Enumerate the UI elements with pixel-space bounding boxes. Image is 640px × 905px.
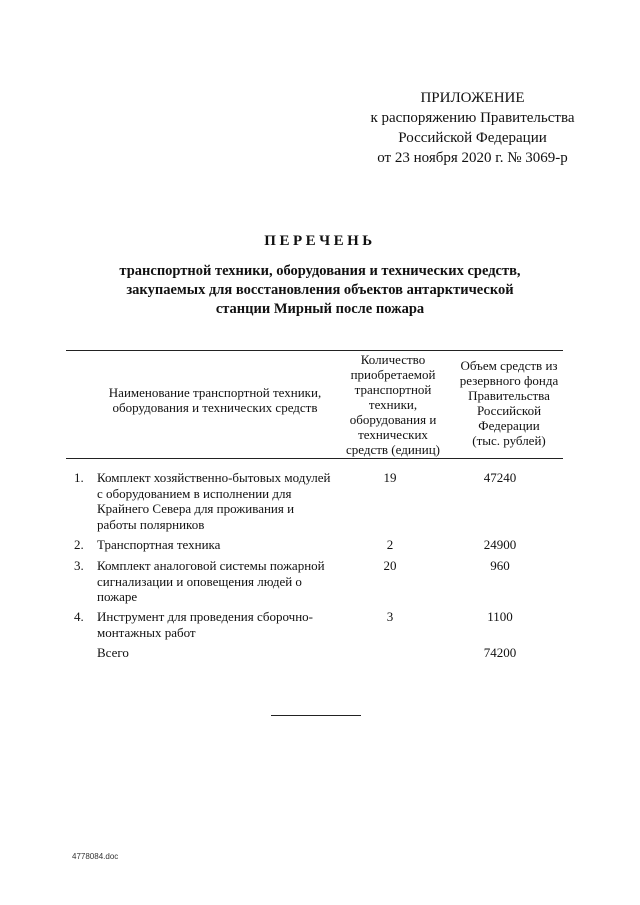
appendix-block xyxy=(320,88,625,168)
appendix-date-number: от 23 ноября 2020 г. № 3069-р xyxy=(377,150,568,166)
row-volume: 1100 xyxy=(487,609,513,624)
row-quantity: 3 xyxy=(386,609,394,624)
row-number: 4. xyxy=(74,609,84,624)
row-quantity: 20 xyxy=(383,558,397,573)
header-volume: Объем средств из резервного фонда Правительства Российской Федерации (тыс. рублей) xyxy=(459,358,559,448)
closing-rule xyxy=(271,715,361,716)
row-number: 2. xyxy=(74,537,84,552)
row-name: Комплект хозяйственно-бытовых модулей с оборудованием в исполнении для Крайнего Севера для проживания и работы полярников xyxy=(97,470,331,532)
subtitle-line: станции Мирный после пожара xyxy=(215,301,425,317)
total-volume: 74200 xyxy=(483,645,517,660)
header-quantity: Количество приобретаемой транспортной техники, оборудования и технических средств (единиц) xyxy=(345,352,441,457)
appendix-line: к распоряжению Правительства xyxy=(370,110,575,126)
row-number: 3. xyxy=(74,558,84,573)
subtitle-line: транспортной техники, оборудования и технических средств, xyxy=(119,263,521,279)
row-volume: 24900 xyxy=(483,537,517,552)
table-top-rule xyxy=(66,350,563,351)
row-name: Комплект аналоговой системы пожарной сигнализации и оповещения людей о пожаре xyxy=(97,558,325,604)
row-number: 1. xyxy=(74,470,84,485)
document-id: 4778084.doc xyxy=(72,852,119,861)
document-subtitle xyxy=(60,262,580,319)
appendix-title: ПРИЛОЖЕНИЕ xyxy=(420,90,525,106)
row-name: Транспортная техника xyxy=(97,537,221,552)
subtitle-line: закупаемых для восстановления объектов антарктической xyxy=(126,282,514,298)
table-header-rule xyxy=(66,458,563,459)
row-quantity: 19 xyxy=(383,470,397,485)
row-name: Инструмент для проведения сборочно- монтажных работ xyxy=(97,609,314,640)
row-quantity: 2 xyxy=(386,537,394,552)
row-volume: 47240 xyxy=(483,470,517,485)
document-title: ПЕРЕЧЕНЬ xyxy=(264,233,376,249)
total-label: Всего xyxy=(97,645,129,660)
header-name: Наименование транспортной техники, оборудования и технических средств xyxy=(108,385,322,415)
row-volume: 960 xyxy=(490,558,510,573)
appendix-line: Российской Федерации xyxy=(398,130,547,146)
